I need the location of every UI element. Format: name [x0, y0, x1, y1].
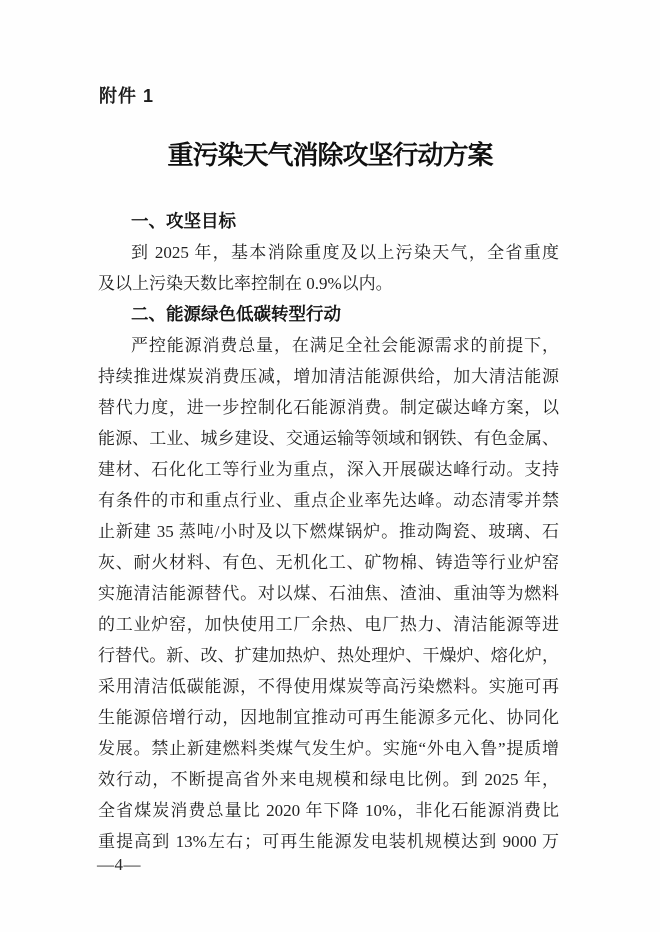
section-heading-energy-transition: 二、能源绿色低碳转型行动 — [131, 304, 341, 324]
body-line: 建材、石化化工等行业为重点，深入开展碳达峰行动。支持 — [98, 460, 559, 479]
body-line: 重提高到 13%左右；可再生能源发电装机规模达到 9000 万 — [98, 832, 559, 851]
body-line: 全省煤炭消费总量比 2020 年下降 10%，非化石能源消费比 — [98, 801, 559, 820]
document-title: 重污染天气消除攻坚行动方案 — [167, 141, 493, 170]
body-line: 的工业炉窑，加快使用工厂余热、电厂热力、清洁能源等进 — [98, 615, 559, 634]
attachment-label: 附件 1 — [99, 86, 155, 106]
body-line: 生能源倍增行动，因地制宜推动可再生能源多元化、协同化 — [98, 708, 559, 727]
body-line: 行替代。新、改、扩建加热炉、热处理炉、干燥炉、熔化炉， — [98, 646, 559, 665]
body-line: 灰、耐火材料、有色、无机化工、矿物棉、铸造等行业炉窑 — [98, 553, 559, 572]
body-line: 替代力度，进一步控制化石能源消费。制定碳达峰方案，以 — [98, 398, 559, 417]
body-line: 采用清洁低碳能源，不得使用煤炭等高污染燃料。实施可再 — [98, 677, 559, 696]
body-line: 止新建 35 蒸吨/小时及以下燃煤锅炉。推动陶瓷、玻璃、石 — [98, 522, 559, 541]
body-text-block — [98, 206, 559, 857]
body-line: 持续推进煤炭消费压减，增加清洁能源供给，加大清洁能源 — [98, 367, 559, 386]
body-line: 实施清洁能源替代。对以煤、石油焦、渣油、重油等为燃料 — [98, 584, 559, 603]
body-line: 能源、工业、城乡建设、交通运输等领域和钢铁、有色金属、 — [98, 429, 559, 448]
body-line: 有条件的市和重点行业、重点企业率先达峰。动态清零并禁 — [98, 491, 559, 510]
page-number: —4— — [97, 855, 141, 874]
body-line: 及以上污染天数比率控制在 0.9%以内。 — [98, 274, 393, 293]
body-line: 效行动，不断提高省外来电规模和绿电比例。到 2025 年， — [98, 770, 559, 789]
body-line: 严控能源消费总量，在满足全社会能源需求的前提下， — [131, 336, 559, 355]
section-heading-goals: 一、攻坚目标 — [131, 211, 236, 231]
body-line: 到 2025 年，基本消除重度及以上污染天气，全省重度 — [131, 243, 559, 262]
body-line: 发展。禁止新建燃料类煤气发生炉。实施“外电入鲁”提质增 — [98, 739, 559, 758]
